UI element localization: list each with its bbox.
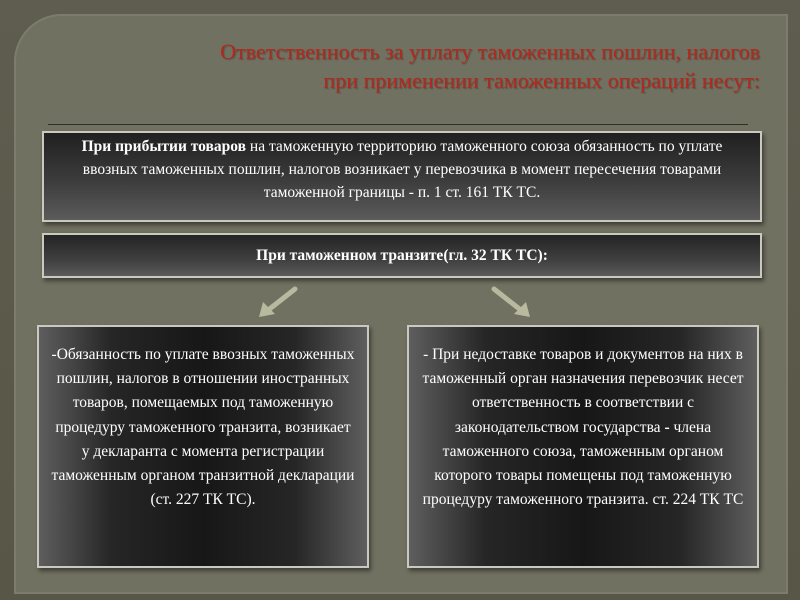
arrow-down-left-icon [255,284,301,320]
title-line-1: Ответственность за уплату таможенных пошлин, налогов [220,39,760,64]
arrow-down-right-icon [488,284,534,320]
carrier-box [407,325,759,568]
declarant-text: -Обязанность по уплате ввозных таможенных пошлин, налогов в отношении иностранных товаров, помещаемых под таможенную процедуру таможенного транзита, возникает у декларанта с момента регистрации таможенным органом транзитной декларации (ст. 227 ТК ТС). [51,346,355,509]
title-divider [48,124,748,125]
arrival-box [42,131,762,222]
transit-heading-box [42,233,762,278]
slide-title [60,37,760,95]
carrier-text-after: члена таможенного союза, таможенным органом которого товары помещены под таможенную процедуру таможенного транзита. ст. 224 ТК ТС [422,418,744,509]
arrival-text: на таможенную территорию таможенного союза обязанность по уплате ввозных таможенных пошлин, налогов возникает у перевозчика в момент пересечения товарами таможенной границы - п. 1 ст. 161 ТК ТС. [82,138,723,201]
declarant-box [37,325,369,568]
transit-heading: При таможенном транзите(гл. 32 ТК ТС): [256,247,548,264]
carrier-dash: - [660,418,674,436]
carrier-text-before: - При недоставке товаров и документов на них в таможенный орган назначения перевозчик несет ответственность в соответствии с законодательством государства [422,346,744,436]
arrival-lead: При прибытии товаров [81,138,247,155]
title-line-2: при применении таможенных операций несут: [323,68,760,93]
